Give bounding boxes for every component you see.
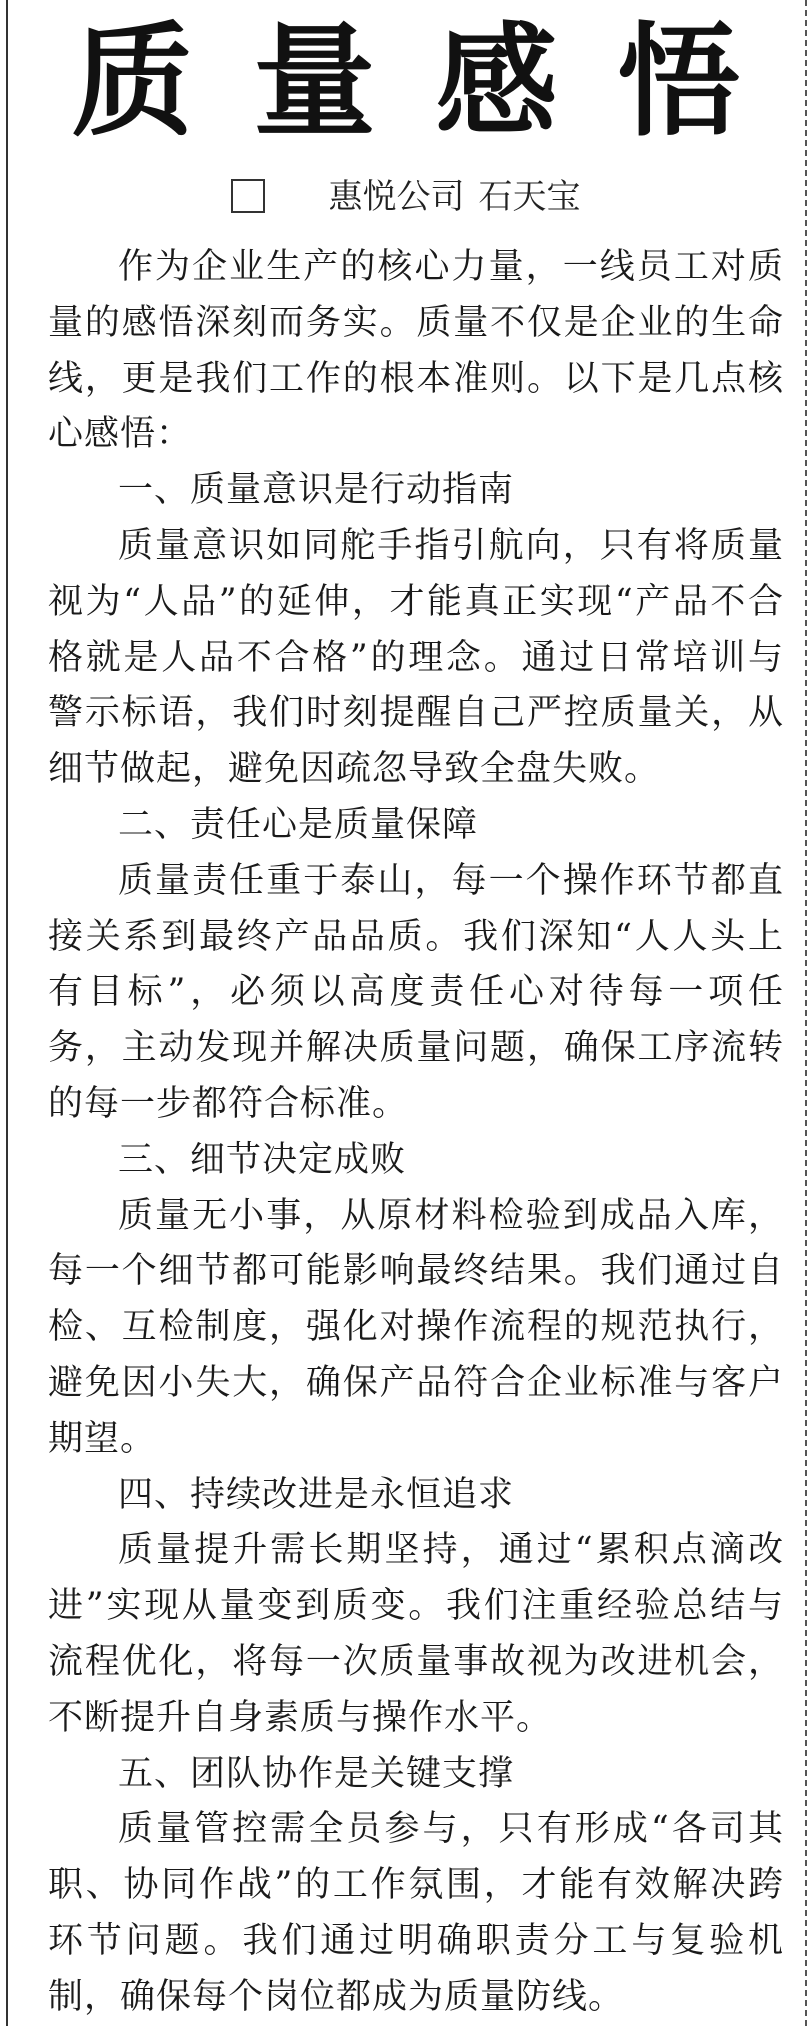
section-heading-2: 二、责任心是质量保障 — [118, 804, 479, 845]
section-heading-3: 三、细节决定成败 — [118, 1139, 407, 1180]
paragraph-2: 质量责任重于泰山，每一个操作环节都直接关系到最终产品品质。我们深知“人人头上有目标”，必须以高度责任心对待每一项任务，主动发现并解决质量问题，确保工序流转的每一步都符合标准。 — [48, 860, 784, 1124]
byline — [0, 172, 811, 222]
section-heading-5: 五、团队协作是关键支撑 — [118, 1753, 515, 1794]
left-column-rule — [6, 0, 8, 2026]
author-name: 石天宝 — [478, 177, 581, 217]
article-title: 质量感悟 — [71, 9, 800, 153]
author-org: 惠悦公司 — [328, 177, 465, 217]
paragraph-intro: 作为企业生产的核心力量，一线员工对质量的感悟深刻而务实。质量不仅是企业的生命线，更是我们工作的根本准则。以下是几点核心感悟： — [48, 247, 784, 455]
article-body — [48, 240, 784, 2026]
byline-box-icon — [231, 179, 265, 213]
section-heading-4: 四、持续改进是永恒追求 — [118, 1474, 515, 1515]
paragraph-5: 质量管控需全员参与，只有形成“各司其职、协同作战”的工作氛围，才能有效解决跨环节问题。我们通过明确职责分工与复验机制，确保每个岗位都成为质量防线。 — [48, 1809, 784, 2017]
paragraph-1: 质量意识如同舵手指引航向，只有将质量视为“人品”的延伸，才能真正实现“产品不合格就是人品不合格”的理念。通过日常培训与警示标语，我们时刻提醒自己严控质量关，从细节做起，避免因疏忽导致全盘失败。 — [48, 525, 784, 790]
paragraph-3: 质量无小事，从原材料检验到成品入库，每一个细节都可能影响最终结果。我们通过自检、互检制度，强化对操作流程的规范执行，避免因小失大，确保产品符合企业标准与客户期望。 — [48, 1195, 784, 1459]
section-heading-1: 一、质量意识是行动指南 — [118, 470, 515, 511]
right-column-rule — [805, 0, 807, 2026]
paragraph-4: 质量提升需长期坚持，通过“累积点滴改进”实现从量变到质变。我们注重经验总结与流程优化，将每一次质量事故视为改进机会，不断提升自身素质与操作水平。 — [48, 1530, 784, 1738]
